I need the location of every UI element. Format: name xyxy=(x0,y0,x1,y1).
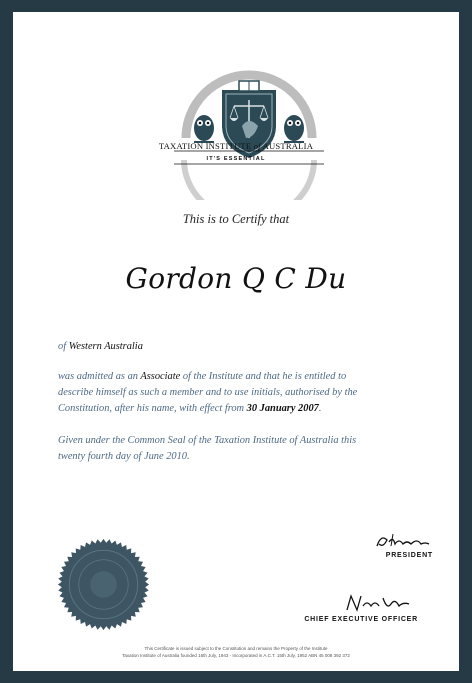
president-signature-block xyxy=(343,530,433,559)
certify-heading: This is to Certify that xyxy=(182,212,290,226)
effective-date: 30 January 2007 xyxy=(246,403,319,414)
admission-line-1: was admitted as an Associate of the Institute and that he is entitled to xyxy=(58,371,347,382)
location-line: of Western Australia xyxy=(58,341,143,352)
membership-grade: Associate xyxy=(140,371,181,382)
admission-line-3: Constitution, after his name, with effect from 30 January 2007. xyxy=(58,403,322,414)
seal-line-2: twenty fourth day of June 2010. xyxy=(58,451,190,462)
admission-paragraph xyxy=(58,369,403,417)
president-signature xyxy=(373,530,433,552)
admission-line-2: describe himself as such a member and to use initials, authorised by the xyxy=(58,387,358,398)
recipient-name: Gordon Q C Du xyxy=(125,262,347,295)
institute-tagline: IT'S ESSENTIAL xyxy=(206,156,266,162)
common-seal xyxy=(56,537,151,632)
institute-logo xyxy=(166,68,332,200)
institute-name: TAXATION INSTITUTE of AUSTRALIA xyxy=(158,141,314,151)
seal-line-1: Given under the Common Seal of the Taxation Institute of Australia this xyxy=(58,435,357,446)
seal-paragraph xyxy=(58,433,403,465)
certificate-paper xyxy=(13,12,459,671)
ceo-signature-block xyxy=(298,592,418,623)
ceo-label: CHIEF EXECUTIVE OFFICER xyxy=(304,616,418,623)
footer-line-2: Taxation Institute of Australia founded 16th July, 1943 - Incorporated in A.C.T. 15th July, 1952 ABN 45 008 392 372 xyxy=(122,653,350,658)
president-label: PRESIDENT xyxy=(385,552,433,559)
footer-line-1: This Certificate is issued subject to the Constitution and remains the Property of the Institute xyxy=(144,646,328,651)
location-value: Western Australia xyxy=(68,341,143,352)
ceo-signature xyxy=(343,592,413,616)
